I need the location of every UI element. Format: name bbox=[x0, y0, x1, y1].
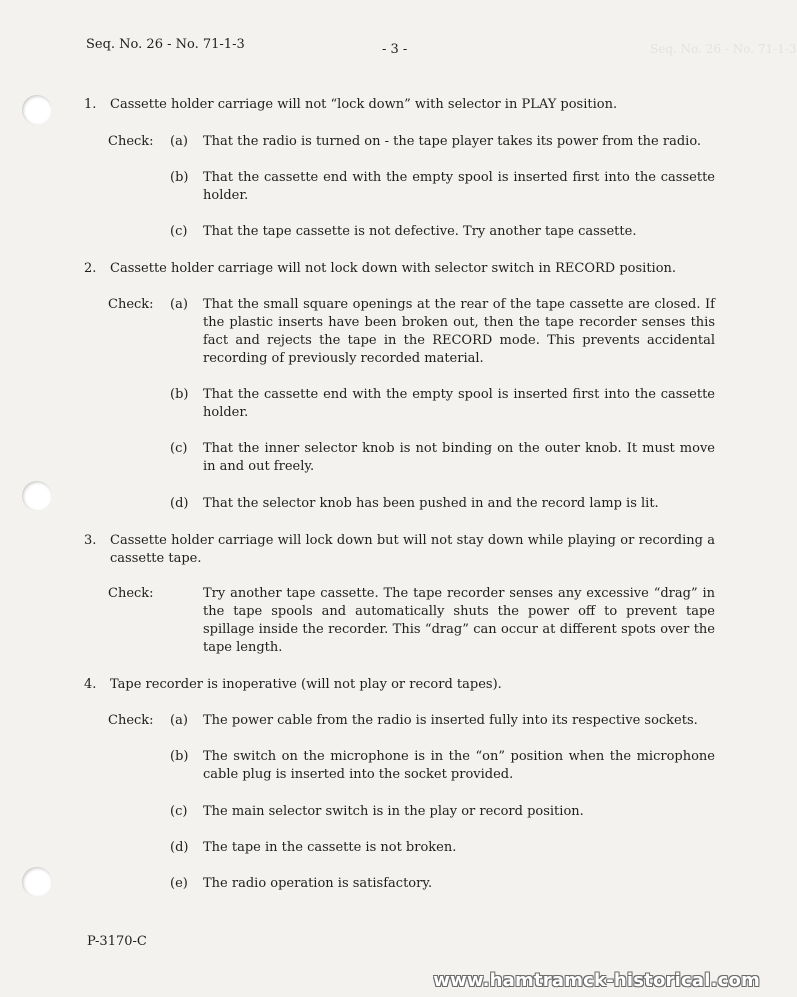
check-text: The main selector switch is in the play or record position. bbox=[203, 804, 584, 819]
check-text: That the small square openings at the rear of the tape cassette are closed. If the plastic inserts have been broken out, then the tape recorder senses this fact and rejects the tape in the RECORD mode. This prevents accidental recording of previously recorded material. bbox=[203, 297, 715, 366]
item-number: 3. bbox=[84, 533, 97, 548]
check-text: Try another tape cassette. The tape recorder senses any excessive “drag” in the tape spools and automatically shuts the power off to prevent tape spillage inside the recorder. This “drag” can occur at different spots over the tape length. bbox=[203, 586, 715, 655]
page-number: - 3 - bbox=[382, 42, 408, 57]
item-number: 2. bbox=[84, 261, 97, 276]
check-letter: (c) bbox=[170, 804, 188, 819]
check-text: The radio operation is satisfactory. bbox=[203, 876, 433, 891]
check-text: That the tape cassette is not defective. Try another tape cassette. bbox=[203, 224, 637, 239]
check-letter: (a) bbox=[170, 713, 188, 728]
check-letter: (b) bbox=[170, 749, 189, 764]
check-letter: (a) bbox=[170, 297, 188, 312]
check-text: That the cassette end with the empty spool is inserted first into the cassette holder. bbox=[203, 387, 715, 420]
check-text: The tape in the cassette is not broken. bbox=[203, 840, 457, 855]
binder-hole-top bbox=[22, 95, 52, 125]
check-label: Check: bbox=[108, 713, 154, 728]
site-watermark: www.hamtramck-historical.com bbox=[433, 970, 760, 991]
check-letter: (e) bbox=[170, 876, 188, 891]
check-letter: (d) bbox=[170, 496, 189, 511]
check-label: Check: bbox=[108, 134, 154, 149]
item-number: 1. bbox=[84, 97, 97, 112]
check-letter: (a) bbox=[170, 134, 188, 149]
check-letter: (c) bbox=[170, 224, 188, 239]
sequence-number: Seq. No. 26 - No. 71-1-3 bbox=[86, 37, 245, 52]
item-title: Tape recorder is inoperative (will not play or record tapes). bbox=[110, 677, 502, 692]
check-letter: (b) bbox=[170, 170, 189, 185]
check-label: Check: bbox=[108, 297, 154, 312]
bleed-through: Seq. No. 26 - No. 71-1-3 bbox=[650, 42, 797, 56]
check-text: That the radio is turned on - the tape player takes its power from the radio. bbox=[203, 134, 702, 149]
check-text: The switch on the microphone is in the “on” position when the microphone cable plug is inserted into the socket provided. bbox=[203, 749, 715, 782]
check-text: The power cable from the radio is inserted fully into its respective sockets. bbox=[203, 713, 698, 728]
item-title: Cassette holder carriage will lock down but will not stay down while playing or recording a cassette tape. bbox=[110, 533, 715, 566]
binder-hole-bottom bbox=[22, 867, 52, 897]
check-letter: (b) bbox=[170, 387, 189, 402]
check-text: That the inner selector knob is not binding on the outer knob. It must move in and out freely. bbox=[203, 441, 715, 474]
item-title: Cassette holder carriage will not “lock down” with selector in PLAY position. bbox=[110, 97, 618, 112]
check-text: That the selector knob has been pushed in and the record lamp is lit. bbox=[203, 496, 659, 511]
item-number: 4. bbox=[84, 677, 97, 692]
item-title: Cassette holder carriage will not lock down with selector switch in RECORD position. bbox=[110, 261, 677, 276]
check-letter: (d) bbox=[170, 840, 189, 855]
check-letter: (c) bbox=[170, 441, 188, 456]
form-number: P-3170-C bbox=[87, 934, 147, 949]
binder-hole-middle bbox=[22, 481, 52, 511]
check-text: That the cassette end with the empty spool is inserted first into the cassette holder. bbox=[203, 170, 715, 203]
check-label: Check: bbox=[108, 586, 154, 601]
